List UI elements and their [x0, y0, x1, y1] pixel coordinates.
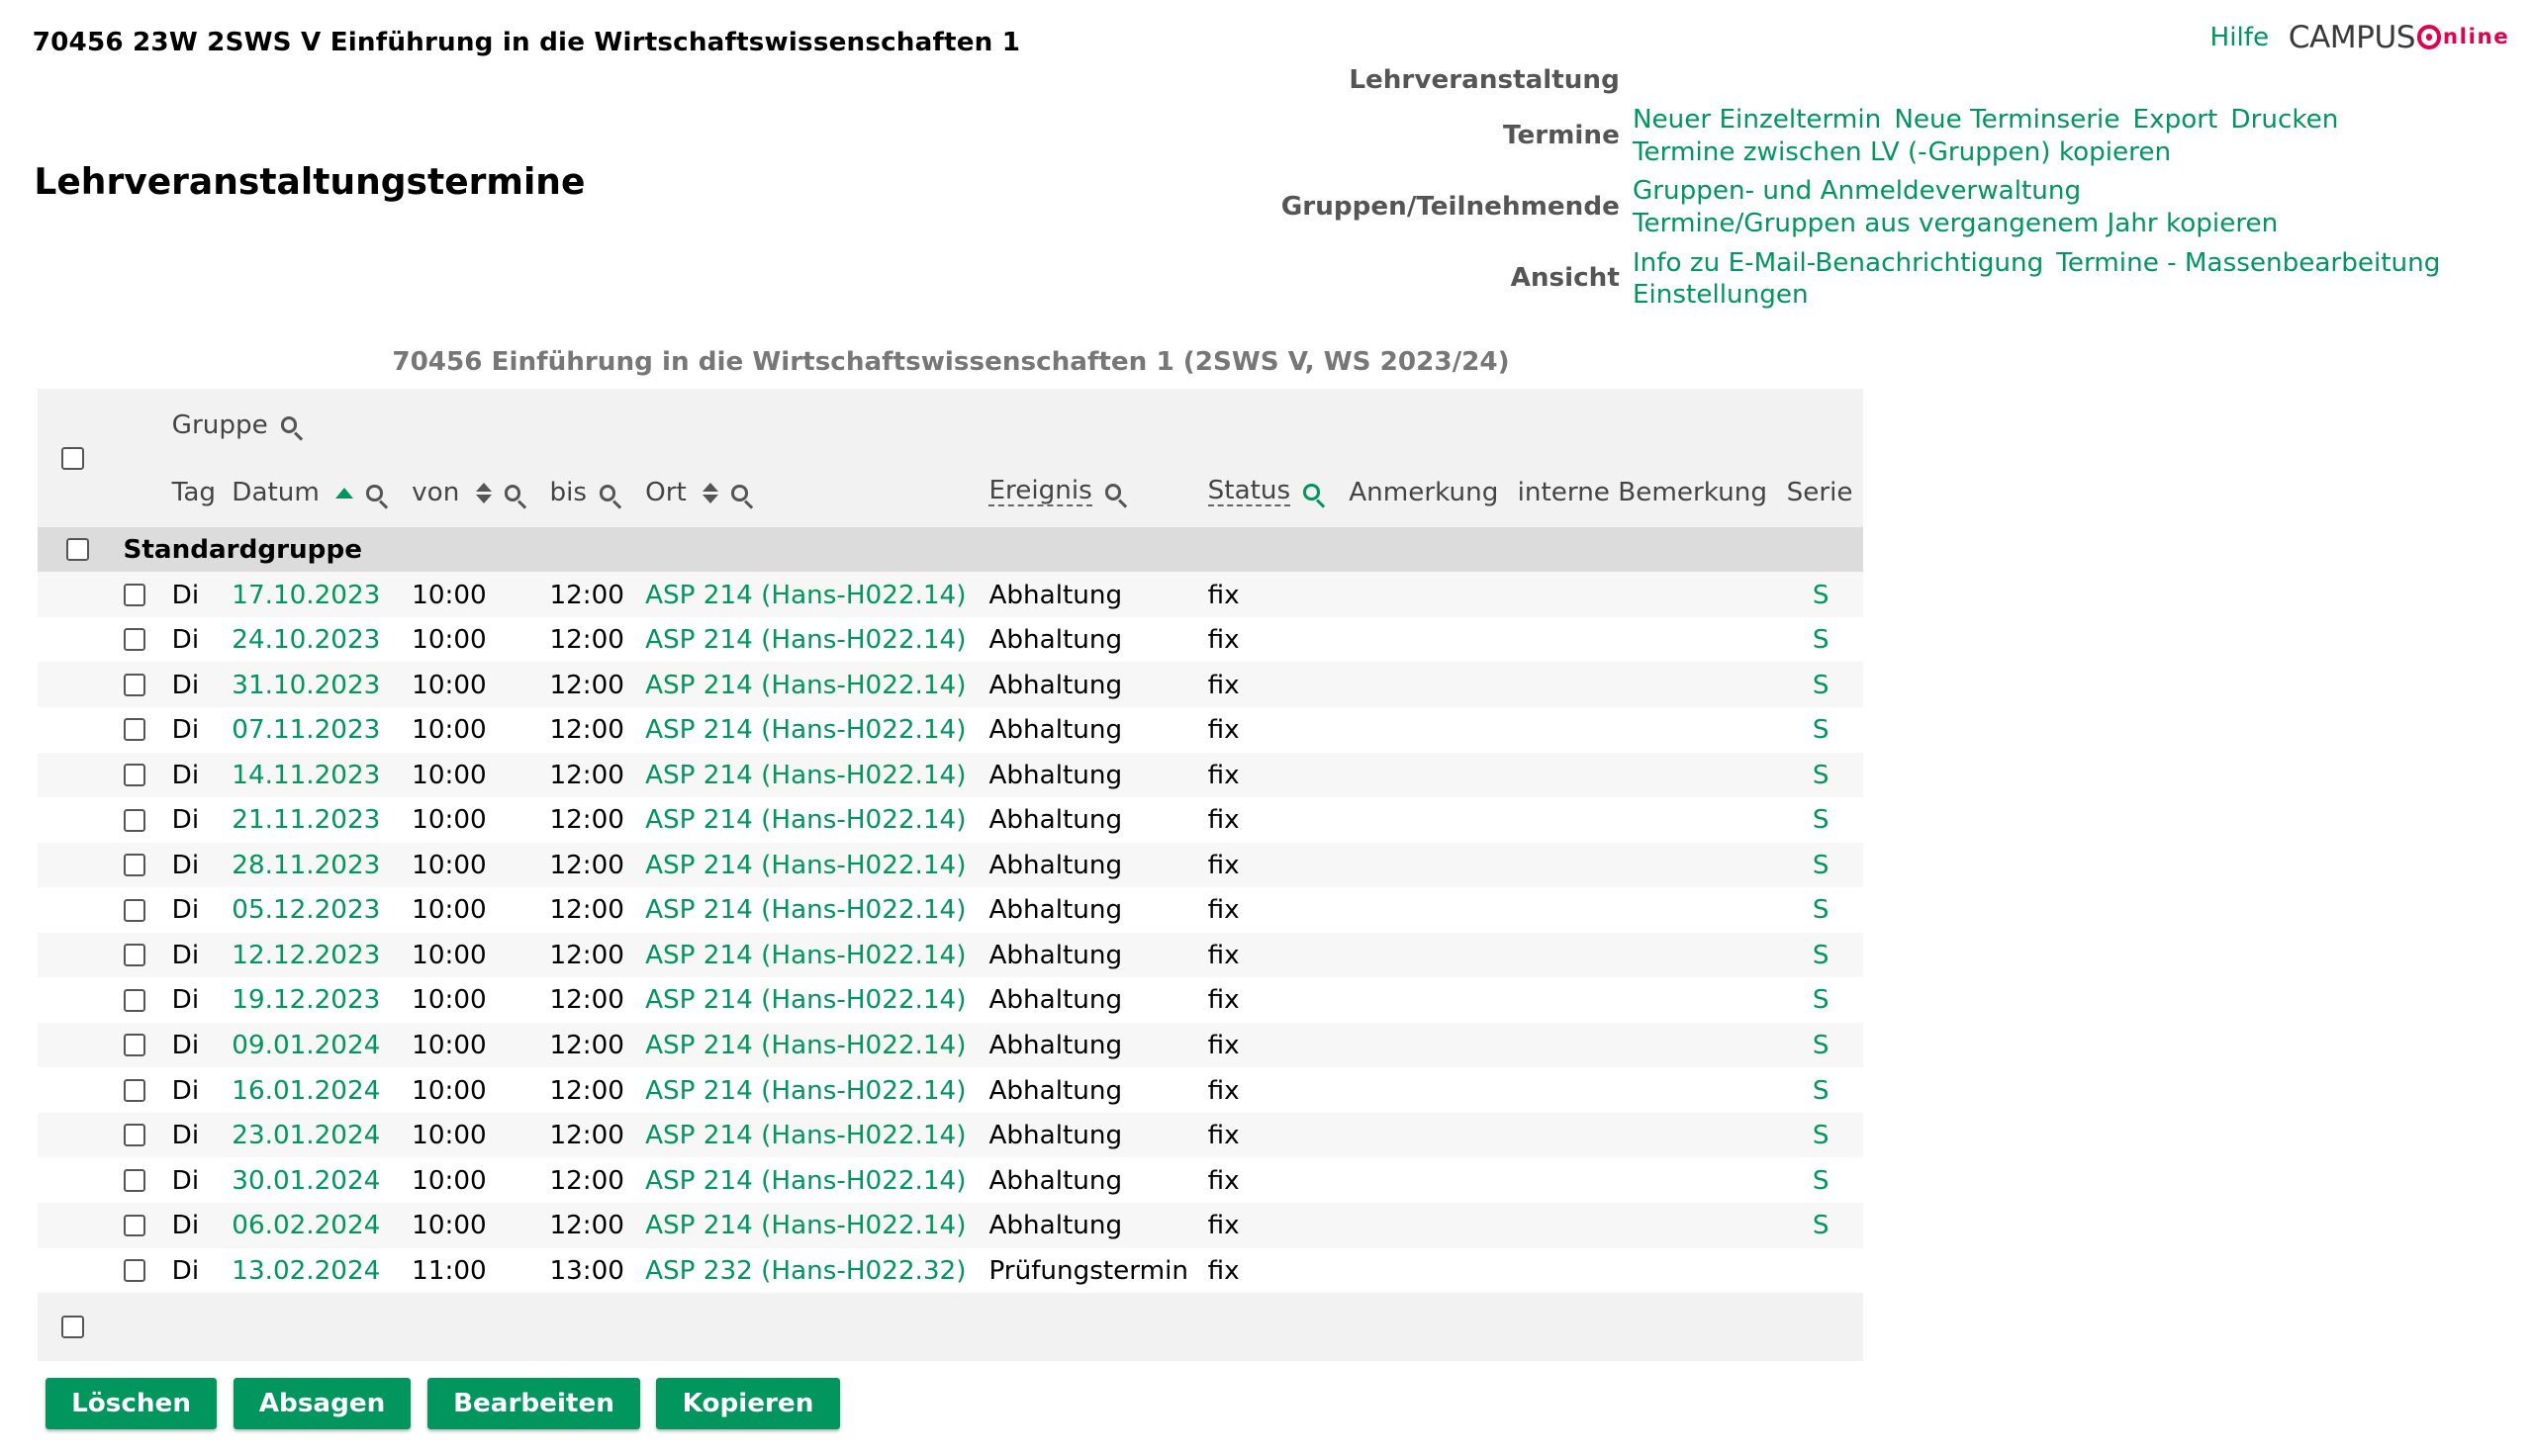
- cell-serie[interactable]: S: [1812, 670, 1829, 700]
- cell-serie[interactable]: S: [1812, 625, 1829, 656]
- search-icon[interactable]: [731, 485, 747, 500]
- drucken-link[interactable]: Drucken: [2230, 105, 2339, 136]
- cell-tag: Di: [171, 1031, 200, 1061]
- cell-serie[interactable]: S: [1812, 850, 1829, 880]
- cell-ort[interactable]: ASP 232 (Hans-H022.32): [645, 1255, 967, 1286]
- table-row: [38, 1023, 1863, 1068]
- cell-ereignis: Abhaltung: [988, 850, 1123, 880]
- cell-ort[interactable]: ASP 214 (Hans-H022.14): [645, 670, 967, 700]
- cell-status: fix: [1207, 985, 1240, 1016]
- cell-bis: 12:00: [549, 1121, 624, 1151]
- col-von-label[interactable]: von: [412, 478, 460, 508]
- table-row: [38, 843, 1863, 888]
- cell-ereignis: Abhaltung: [988, 580, 1123, 610]
- menu-row-termine: [1280, 104, 2512, 169]
- cell-datum[interactable]: 09.01.2024: [232, 1031, 381, 1061]
- cell-serie[interactable]: S: [1812, 1121, 1829, 1151]
- cell-tag: Di: [171, 1255, 200, 1286]
- cell-datum[interactable]: 19.12.2023: [232, 985, 381, 1016]
- row-checkbox[interactable]: [124, 989, 146, 1012]
- cell-ort[interactable]: ASP 214 (Hans-H022.14): [645, 715, 967, 746]
- cell-ereignis: Abhaltung: [988, 1121, 1123, 1151]
- termine-gruppen-vorjahr-link[interactable]: Termine/Gruppen aus vergangenem Jahr kopieren: [1632, 209, 2279, 239]
- einstellungen-link[interactable]: Einstellungen: [1632, 280, 1809, 311]
- cell-tag: Di: [171, 895, 200, 926]
- search-icon[interactable]: [1105, 484, 1121, 500]
- cell-datum[interactable]: 16.01.2024: [232, 1075, 381, 1106]
- email-info-link[interactable]: Info zu E-Mail-Benachrichtigung: [1632, 247, 2044, 278]
- cell-bis: 12:00: [549, 805, 624, 836]
- cell-bis: 12:00: [549, 760, 624, 790]
- col-gruppe[interactable]: [172, 410, 298, 440]
- table-footer: [38, 1293, 1863, 1361]
- row-checkbox[interactable]: [124, 584, 146, 606]
- cell-bis: 12:00: [549, 940, 624, 970]
- group-name: Standardgruppe: [123, 534, 362, 565]
- cell-status: fix: [1207, 805, 1240, 836]
- table-row: [38, 1203, 1863, 1248]
- cell-tag: Di: [171, 580, 200, 610]
- cell-ort[interactable]: ASP 214 (Hans-H022.14): [645, 760, 967, 790]
- cell-tag: Di: [171, 625, 200, 656]
- cell-bis: 12:00: [549, 670, 624, 700]
- col-serie: [1787, 478, 1853, 507]
- cell-datum[interactable]: 13.02.2024: [232, 1255, 381, 1286]
- table-row: [38, 617, 1863, 663]
- col-gruppe-label: Gruppe: [171, 410, 268, 440]
- cell-serie[interactable]: S: [1812, 1075, 1829, 1106]
- cell-datum[interactable]: 06.02.2024: [232, 1211, 381, 1241]
- table-row: [38, 753, 1863, 798]
- table-row: [38, 933, 1863, 978]
- cell-von: 10:00: [412, 580, 487, 610]
- menu-label-ansicht: Ansicht: [1510, 262, 1620, 293]
- cell-ort[interactable]: ASP 214 (Hans-H022.14): [645, 1121, 967, 1151]
- search-icon[interactable]: [1303, 484, 1319, 500]
- cell-von: 10:00: [412, 760, 487, 790]
- col-ereignis[interactable]: [988, 478, 1121, 505]
- cell-status: fix: [1207, 850, 1240, 880]
- cell-tag: Di: [171, 1121, 200, 1151]
- cell-datum[interactable]: 23.01.2024: [232, 1121, 381, 1151]
- cell-datum[interactable]: 30.01.2024: [232, 1165, 381, 1196]
- col-status[interactable]: [1208, 478, 1320, 505]
- cell-von: 10:00: [412, 1121, 487, 1151]
- sort-ascending-icon[interactable]: [335, 488, 353, 499]
- col-serie-label: Serie: [1786, 478, 1853, 508]
- cell-status: fix: [1207, 940, 1240, 970]
- cell-bis: 12:00: [549, 895, 624, 926]
- cell-ereignis: Abhaltung: [988, 895, 1123, 926]
- cell-serie[interactable]: S: [1812, 985, 1829, 1016]
- cell-von: 11:00: [412, 1255, 487, 1286]
- cell-von: 10:00: [412, 805, 487, 836]
- table-caption: 70456 Einführung in die Wirtschaftswissenschaften 1 (2SWS V, WS 2023/24): [392, 346, 1510, 377]
- search-icon[interactable]: [281, 416, 297, 432]
- cell-bis: 12:00: [549, 580, 624, 610]
- course-title: 70456 23W 2SWS V Einführung in die Wirtschaftswissenschaften 1: [32, 27, 1021, 57]
- cell-tag: Di: [171, 805, 200, 836]
- cell-ort[interactable]: ASP 214 (Hans-H022.14): [645, 1211, 967, 1241]
- sort-icon[interactable]: [703, 483, 718, 503]
- cell-ereignis: Abhaltung: [988, 715, 1123, 746]
- cell-serie[interactable]: S: [1812, 1211, 1829, 1241]
- group-row-standardgruppe: [38, 527, 1863, 573]
- cell-ort[interactable]: ASP 214 (Hans-H022.14): [645, 580, 967, 610]
- col-tag: [172, 478, 216, 507]
- cell-serie[interactable]: S: [1812, 805, 1829, 836]
- table-row: [38, 1067, 1863, 1113]
- logo-online-text: nline: [2442, 25, 2510, 50]
- cell-status: fix: [1207, 1211, 1240, 1241]
- cell-bis: 12:00: [549, 1075, 624, 1106]
- cell-ort[interactable]: ASP 214 (Hans-H022.14): [645, 1165, 967, 1196]
- cell-ereignis: Abhaltung: [988, 1031, 1123, 1061]
- menu-label-gruppen: Gruppen/Teilnehmende: [1280, 191, 1620, 222]
- neuer-einzeltermin-link[interactable]: Neuer Einzeltermin: [1632, 105, 1882, 136]
- cell-ort[interactable]: ASP 214 (Hans-H022.14): [645, 1031, 967, 1061]
- cell-status: fix: [1207, 580, 1240, 610]
- col-status-label[interactable]: Status: [1207, 476, 1291, 506]
- bearbeiten-button[interactable]: Bearbeiten: [427, 1378, 640, 1429]
- cell-bis: 12:00: [549, 1031, 624, 1061]
- cell-von: 10:00: [412, 670, 487, 700]
- cell-von: 10:00: [412, 715, 487, 746]
- cell-datum[interactable]: 28.11.2023: [232, 850, 381, 880]
- cell-bis: 13:00: [549, 1255, 624, 1286]
- massenbearbeitung-link[interactable]: Termine - Massenbearbeitung: [2056, 247, 2441, 278]
- cell-von: 10:00: [412, 850, 487, 880]
- page-heading: Lehrveranstaltungstermine: [34, 161, 586, 203]
- gruppen-anmeldeverwaltung-link[interactable]: Gruppen- und Anmeldeverwaltung: [1632, 176, 2082, 207]
- table-row: [38, 572, 1863, 617]
- cell-ort[interactable]: ASP 214 (Hans-H022.14): [645, 1075, 967, 1106]
- col-datum-label[interactable]: Datum: [232, 478, 320, 508]
- row-checkbox[interactable]: [124, 1124, 146, 1146]
- cell-bis: 12:00: [549, 1211, 624, 1241]
- col-bis-label[interactable]: bis: [549, 478, 588, 508]
- search-icon[interactable]: [600, 485, 615, 500]
- absagen-button[interactable]: Absagen: [234, 1378, 412, 1429]
- cell-status: fix: [1207, 1075, 1240, 1106]
- logo-o-icon: [2417, 25, 2442, 49]
- cell-status: fix: [1207, 1165, 1240, 1196]
- table-row: [38, 797, 1863, 843]
- col-anmerkung: [1349, 478, 1498, 507]
- cell-status: fix: [1207, 1121, 1240, 1151]
- cell-ort[interactable]: ASP 214 (Hans-H022.14): [645, 850, 967, 880]
- col-ort[interactable]: [645, 478, 748, 507]
- row-checkbox[interactable]: [124, 1034, 146, 1056]
- table-row: [38, 1157, 1863, 1203]
- cell-ereignis: Abhaltung: [988, 1075, 1123, 1106]
- col-interne-bemerkung: [1518, 478, 1767, 507]
- menu-row-gruppen: [1280, 175, 2512, 240]
- cell-datum[interactable]: 12.12.2023: [232, 940, 381, 970]
- cell-ereignis: Abhaltung: [988, 670, 1123, 700]
- kopieren-button[interactable]: Kopieren: [656, 1378, 839, 1429]
- cell-datum[interactable]: 17.10.2023: [232, 580, 381, 610]
- col-ort-label[interactable]: Ort: [645, 478, 687, 508]
- cell-von: 10:00: [412, 1211, 487, 1241]
- row-checkbox[interactable]: [124, 1079, 146, 1102]
- row-checkbox[interactable]: [124, 809, 146, 832]
- cell-tag: Di: [171, 940, 200, 970]
- menu-label-lehrveranstaltung: Lehrveranstaltung: [1349, 64, 1620, 95]
- cell-serie[interactable]: S: [1812, 1031, 1829, 1061]
- cell-status: fix: [1207, 1255, 1240, 1286]
- footer-select-checkbox[interactable]: [61, 1316, 84, 1338]
- cell-von: 10:00: [412, 1075, 487, 1106]
- cell-ereignis: Abhaltung: [988, 805, 1123, 836]
- cell-datum[interactable]: 05.12.2023: [232, 895, 381, 926]
- neue-terminserie-link[interactable]: Neue Terminserie: [1894, 105, 2120, 136]
- logo-campus-text: CAMPUS: [2288, 19, 2416, 55]
- row-checkbox[interactable]: [124, 1169, 146, 1192]
- cell-ort[interactable]: ASP 214 (Hans-H022.14): [645, 940, 967, 970]
- cell-von: 10:00: [412, 1165, 487, 1196]
- cell-serie[interactable]: S: [1812, 715, 1829, 746]
- cell-tag: Di: [171, 760, 200, 790]
- table-row: [38, 1113, 1863, 1158]
- cell-ereignis: Abhaltung: [988, 625, 1123, 656]
- campusonline-logo[interactable]: [2289, 20, 2510, 55]
- cell-von: 10:00: [412, 940, 487, 970]
- cell-von: 10:00: [412, 625, 487, 656]
- col-ereignis-label[interactable]: Ereignis: [988, 476, 1092, 506]
- termine-kopieren-link[interactable]: Termine zwischen LV (-Gruppen) kopieren: [1632, 137, 2172, 168]
- sort-icon[interactable]: [476, 483, 492, 503]
- row-checkbox[interactable]: [124, 764, 146, 786]
- cell-von: 10:00: [412, 895, 487, 926]
- cell-ereignis: Abhaltung: [988, 1211, 1123, 1241]
- cell-von: 10:00: [412, 985, 487, 1016]
- cell-status: fix: [1207, 670, 1240, 700]
- table-row: [38, 662, 1863, 707]
- table-row: [38, 887, 1863, 933]
- cell-status: fix: [1207, 1031, 1240, 1061]
- cell-von: 10:00: [412, 1031, 487, 1061]
- cell-serie[interactable]: S: [1812, 895, 1829, 926]
- col-anmerkung-label: Anmerkung: [1349, 478, 1499, 508]
- cell-status: fix: [1207, 895, 1240, 926]
- cell-serie[interactable]: S: [1812, 940, 1829, 970]
- row-checkbox[interactable]: [124, 1215, 146, 1237]
- cell-tag: Di: [171, 1075, 200, 1106]
- cell-tag: Di: [171, 670, 200, 700]
- row-checkbox[interactable]: [124, 1259, 146, 1282]
- row-checkbox[interactable]: [124, 854, 146, 876]
- row-checkbox[interactable]: [124, 674, 146, 696]
- cell-datum[interactable]: 07.11.2023: [232, 715, 381, 746]
- cell-ereignis: Abhaltung: [988, 985, 1123, 1016]
- row-checkbox[interactable]: [124, 718, 146, 741]
- cell-bis: 12:00: [549, 1165, 624, 1196]
- cell-ereignis: Abhaltung: [988, 940, 1123, 970]
- col-bis[interactable]: [549, 478, 615, 507]
- row-checkbox[interactable]: [124, 944, 146, 966]
- group-checkbox[interactable]: [66, 538, 89, 561]
- cell-serie[interactable]: S: [1812, 760, 1829, 790]
- table-header: [38, 389, 1863, 526]
- cell-datum[interactable]: 31.10.2023: [232, 670, 381, 700]
- cell-bis: 12:00: [549, 985, 624, 1016]
- cell-ereignis: Abhaltung: [988, 760, 1123, 790]
- col-tag-label: Tag: [171, 478, 217, 508]
- cell-bis: 12:00: [549, 850, 624, 880]
- cell-datum[interactable]: 21.11.2023: [232, 805, 381, 836]
- cell-tag: Di: [171, 1165, 200, 1196]
- cell-tag: Di: [171, 985, 200, 1016]
- table-row: [38, 707, 1863, 753]
- cell-ereignis: Prüfungstermin: [988, 1255, 1189, 1286]
- cell-serie[interactable]: S: [1812, 1165, 1829, 1196]
- table-row: [38, 977, 1863, 1023]
- help-link[interactable]: Hilfe: [2209, 22, 2270, 52]
- action-menu: [1280, 65, 2512, 318]
- cell-status: fix: [1207, 625, 1240, 656]
- search-icon[interactable]: [366, 485, 382, 500]
- loeschen-button[interactable]: Löschen: [46, 1378, 217, 1429]
- appointments-table: [38, 389, 1863, 1361]
- cell-status: fix: [1207, 760, 1240, 790]
- cell-ort[interactable]: ASP 214 (Hans-H022.14): [645, 625, 967, 656]
- cell-status: fix: [1207, 715, 1240, 746]
- menu-row-ansicht: [1280, 247, 2512, 313]
- cell-datum[interactable]: 14.11.2023: [232, 760, 381, 790]
- col-datum[interactable]: [232, 478, 382, 507]
- cell-ereignis: Abhaltung: [988, 1165, 1123, 1196]
- cell-tag: Di: [171, 1211, 200, 1241]
- row-checkbox[interactable]: [124, 899, 146, 922]
- top-right-bar: [2209, 20, 2509, 55]
- cell-ort[interactable]: ASP 214 (Hans-H022.14): [645, 985, 967, 1016]
- menu-label-termine: Termine: [1503, 120, 1620, 150]
- col-von[interactable]: [412, 478, 520, 507]
- col-interne-label: interne Bemerkung: [1517, 478, 1767, 508]
- cell-ort[interactable]: ASP 214 (Hans-H022.14): [645, 895, 967, 926]
- cell-bis: 12:00: [549, 625, 624, 656]
- cell-ort[interactable]: ASP 214 (Hans-H022.14): [645, 805, 967, 836]
- menu-row-lehrveranstaltung: [1280, 65, 2512, 95]
- table-body: [38, 572, 1863, 1293]
- cell-tag: Di: [171, 715, 200, 746]
- action-buttons: [46, 1378, 840, 1429]
- export-link[interactable]: Export: [2132, 105, 2218, 136]
- select-all-checkbox[interactable]: [61, 447, 84, 470]
- cell-tag: Di: [171, 850, 200, 880]
- cell-bis: 12:00: [549, 715, 624, 746]
- table-row: [38, 1248, 1863, 1294]
- row-checkbox[interactable]: [124, 628, 146, 651]
- cell-serie[interactable]: S: [1812, 580, 1829, 610]
- search-icon[interactable]: [505, 485, 520, 500]
- cell-datum[interactable]: 24.10.2023: [232, 625, 381, 656]
